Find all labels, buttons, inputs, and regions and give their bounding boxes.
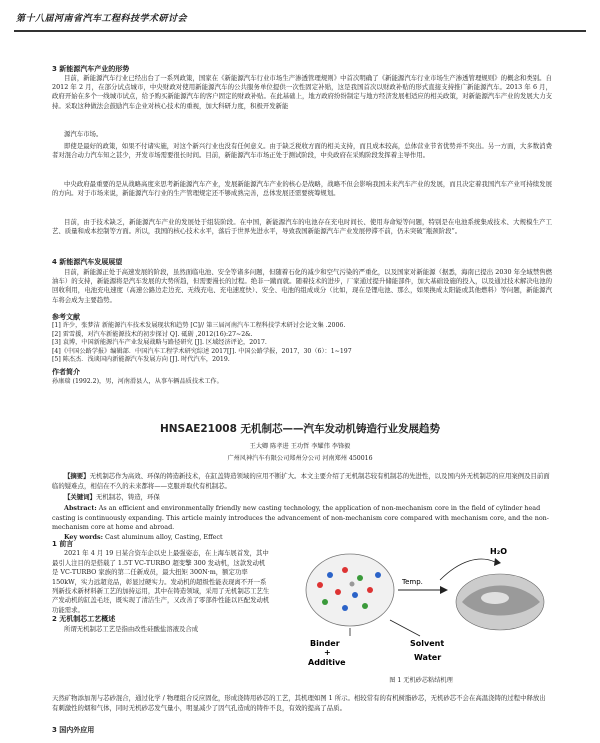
section-2-text: 所谓无机制芯工艺是指由改性硅酸盐溶液及合成: [64, 624, 199, 633]
abstract-en-text: As an efficient and environmentally friendly new casting technology, the application of non-mechanism core in the field of cylinder head casting is continuously expanding. This article mainly introduces the advancement of non-mechanism core compared with mechanism core, and the non-mechanism core at home and abroad.: [52, 504, 549, 532]
figure-1: [290, 540, 552, 670]
journal-title: 第十八届河南省汽车工程科技学术研讨会: [16, 14, 188, 24]
section-3-paragraph-4: 目前，由于技术缺乏，新能源汽车产业的发展处于组装阶段。在中国，新能源汽车的电池存在充电时间长、使用寿命短等问题，特别是在电池系统集成技术、大规模生产工艺、质量和成本控制等方面。所以，我国的核心技术水平，落后于世界先进水平，导致我国新能源汽车产业发展停滞不前，仍未突破“瓶颈阶段”。: [52, 218, 552, 236]
reference-item: [2] 雷雪援，对汽车新能源技术的初步探讨 Q]. 砥砺 ,2012(16):27~2&.: [52, 330, 253, 338]
keywords-cn-text: 无机制芯，铸造，环保: [95, 493, 160, 502]
section-2-text-continued: 天然矿物添加剂与芯砂混合，通过化学 / 物理组合反应固化，形成浇铸用砂芯的工艺，其机理如图 1 所示。相较常有的有机树脂砂芯，无机砂芯不会在高温浇铸的过程中释放出有刺激性的烟和气体，同时无机砂芯发气量小，明显减少了因气孔造成的铸件不良，有效的提高了品质。: [52, 694, 546, 712]
section-1-text: 2021 年 4 月 19 日某合资车企以史上最强姿态，在上海车展首发，其中最引人注目的是搭载了 1.5T VC-TURBO 超变擎 300 发动机，这款发动机是 VC-TURBO 家族的第二任新成员，最大扭矩 300N·m，额定功率 150kW，实力远超竞品，彰显过硬实力。发动机的超级性能表现离不开一系列新技术新材料新工艺的加持运用，其中在铸造领域，采用了无机制芯工艺生产发动机的缸盖毛坯，既实现了清洁生产，又改善了零部件性能以匹配发动机功能需求。: [52, 549, 270, 614]
binder-label: Binder: [310, 639, 340, 648]
section-3-paragraph-2: 即使是最好的政策，如果不付诸实施，对这个新兴行业也没有任何意义。由于缺乏税收方面的相关支持，而且成本较高，总体营业节省优势并不突出。另一方面，大多数消费者对混合动力汽车知之甚少，开发市场需要很长时间。目前，新能源汽车市场正处于测试阶段，中央政府在采购阶段发挥着主导作用。: [52, 142, 552, 160]
article-affiliation: 广州风神汽车有限公司郑州分公司 河南郑州 450016: [227, 455, 373, 462]
abstract-cn-label: 【摘要】: [64, 472, 90, 481]
abstract-cn: [52, 472, 552, 491]
section-3-foreign-heading: 3 国内外应用: [52, 726, 95, 734]
keywords-cn-label: 【关键词】: [64, 493, 96, 502]
temp-label: Temp.: [402, 578, 423, 586]
journal-header: [14, 6, 586, 32]
water-label: Water: [414, 653, 442, 662]
section-4-heading: 4 新能源汽车发展展望: [52, 258, 123, 266]
section-4-paragraph-1: 目前，新能源正处于高速发展的阶段，虽然面临电池、安全等诸多问题，但随着石化的减少和空气污染的严重化，以及国家对新能源（据悉，海南已提出 2030 年全域禁售燃油车）的支持，新能源将是汽车发展的大势所趋，但需要漫长的过程。绝非一蹴而就。随着技术的进步，厂家通过提升储能部件，加大基础设施的投入，以及通过技术解决电池的回收利用，电池充电速度（高速公路边走边充、无线充电、充电速度快）、安全、电池的组成成分（比如，现在是锂电池、那么，如果换成太阳能或其他燃料）等问题，新能源汽车将会成为主要趋势。: [52, 268, 552, 304]
additive-label: Additive: [308, 658, 346, 667]
section-3-paragraph-1b: 源汽车市场。: [64, 130, 103, 138]
reference-item: [4]《中国公路学报》编辑部．中国汽车工程学术研究综述 2017[J]. 中国公路学报，2017，30（6）：1~197: [52, 347, 352, 355]
section-2-heading: 2 无机制芯工艺概述: [52, 615, 116, 624]
keywords-cn: [52, 493, 552, 502]
keywords-en-text: Cast aluminum alloy, Casting, Effect: [105, 533, 223, 542]
reference-item: [5] 陈杰杰．浅谈国内新能源汽车发展方向 [J]. 时代汽车，2019.: [52, 356, 230, 364]
author-bio-heading: 作者简介: [52, 368, 80, 376]
references-list: [52, 322, 552, 365]
article-title: HNSAE21008 无机制芯——汽车发动机铸造行业发展趋势: [159, 423, 441, 435]
reference-item: [3] 袁博，中国新能源汽车产业发展战略与路径研究 [J]. 区域经济评论，2017.: [52, 339, 267, 347]
left-column: [52, 540, 270, 634]
author-bio-text: 孙康瑞 (1992.2)，男，河南滑县人，从事车辆品质技术工作。: [52, 378, 223, 385]
section-3-paragraph-1: 目前，新能源汽车行业已经出台了一系列政策，国家在《新能源汽车行业市场生产渗透管理规则》中首次明确了《新能源汽车行业市场生产渗透管理规则》的概念和类别。自 2012 年 2 月，在部分试点城市，中央财政对使用新能源汽车的公共服务单位提供一次性固定补贴，这是我国首次以财政补贴的形式直接支持推广新能源汽车。2013 年 6 月，政府开始在多个一线城市试点，给予购买新能源汽车的客户固定的财政补贴。在此基础上，地方政府纷纷制定与地方经济发展相适应的相关政策，对新能源汽车产业的发展大力支持。采取这种做法会鼓励汽车企业对核心技术的重视，加大科研力度，积极开发新能: [52, 74, 552, 110]
section-3-paragraph-3: 中央政府最重要的是从战略高度来思考新能源汽车产业，发展新能源汽车产业的核心是战略，战略不但会影响我国未来汽车产业的发展，而且决定着我国汽车产业可持续发展的方向。对于市场来说，新能源汽车行业的生产管理规定还不够成熟完善，总体发展还需要统筹规划。: [52, 180, 552, 198]
references-heading: 参考文献: [52, 313, 80, 321]
reference-item: [1] 许少，张梦洁 新能源汽车技术发展现状和趋势 [C]// 第三届河南汽车工程科技学术研讨会论文集 .2006.: [52, 322, 346, 329]
h2o-label: H₂O: [490, 547, 507, 556]
keywords-en-label: Key words:: [64, 533, 103, 542]
abstract-en: [52, 504, 552, 532]
section-3-heading: 3 新能源汽车产业的形势: [52, 65, 130, 73]
article-authors: 王大卿 陈孝进 王功哲 李耀伟 李锋毅: [249, 443, 351, 450]
plus-label: +: [324, 648, 331, 657]
sand-core-cluster: [306, 554, 394, 626]
figure-1-caption: 图 1 无机砂芯粘结机理: [389, 677, 453, 684]
abstract-cn-text: 无机制芯作为高效、环保的铸造新技术，在缸盖铸造领域的应用不断扩大。本文主要介绍了无机制芯较有机制芯的先进性，以及国内外无机制芯的应用案例及目前面临的疑难点，相信在不久的未来都将——克服并取代有机制芯。: [52, 472, 550, 490]
abstract-en-label: Abstract:: [64, 504, 97, 513]
solvent-label: Solvent: [410, 639, 445, 648]
section-1-heading: 1 前言: [52, 540, 74, 548]
binding-mechanism-diagram: [290, 540, 552, 670]
